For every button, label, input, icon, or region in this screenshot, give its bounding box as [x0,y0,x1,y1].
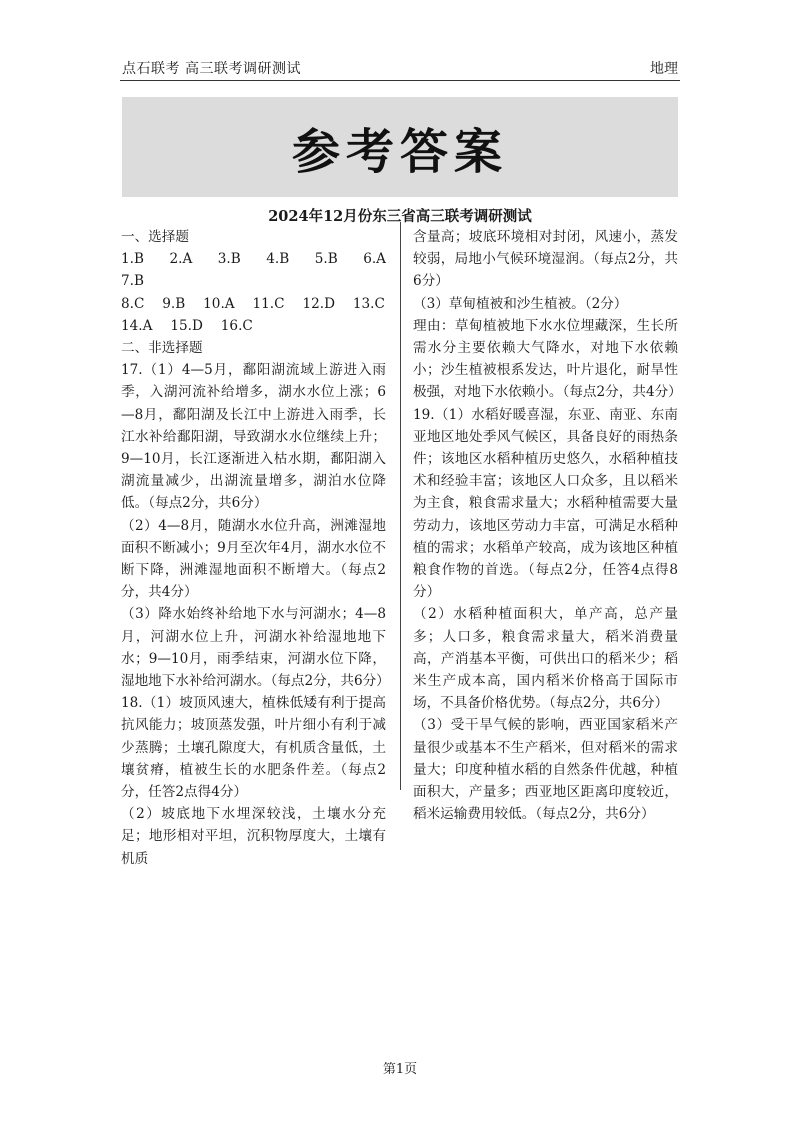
choice-answers-row-1: 1.B 2.A 3.B 4.B 5.B 6.A 7.B [121,251,404,290]
left-column [121,226,404,870]
title-banner [122,97,678,197]
answer-19-1: 19.（1）水稻好暖喜湿，东亚、南亚、东南亚地区地处季风气候区，具备良好的雨热条件；该地区水稻种植历史悠久，水稻种植技术和经验丰富；该地区人口众多，且以稻米为主食，粮食需求量大；水稻种植需要大量劳动力，该地区劳动力丰富，可满足水稻种植的需求；水稻单产较高，成为该地区种植粮食作物的首选。（每点2分，任答4点得8分） [413,406,678,601]
exam-subtitle: 2024年12月份东三省高三联考调研测试 [268,208,532,225]
answer-17-1: 17.（1）4—5月，鄱阳湖流域上游进入雨季，入湖河流补给增多，湖水水位上涨；6—8月，鄱阳湖及长江中上游进入雨季，长江水补给鄱阳湖，导致湖水水位继续上升；9—10月，长江逐渐进入枯水期，鄱阳湖入湖流量减少，出湖流量增多，湖泊水位降低。（每点2分，共6分） [121,362,386,512]
choice-answers-row-2: 8.C 9.B 10.A 11.C 12.D 13.C [121,295,385,312]
answer-19-3: （3）受干旱气候的影响，西亚国家稻米产量很少或基本不生产稻米，但对稻米的需求量大；印度种植水稻的自然条件优越，种植面积大，产量多；西亚地区距离印度较近，稻米运输费用较低。（每点2分，共6分） [413,717,678,823]
answer-18-1: 18.（1）坡顶风速大，植株低矮有利于提高抗风能力；坡顶蒸发强，叶片细小有利于减少蒸腾；土壤孔隙度大，有机质含量低，土壤贫瘠，植被生长的水肥条件差。（每点2分，任答2点得4分） [121,695,386,801]
page-number: 第1页 [382,1062,418,1077]
right-column [413,226,682,825]
page-title: 参考答案 [291,123,508,180]
header-divider [120,80,680,81]
answer-19-2: （2）水稻种植面积大，单产高，总产量多；人口多，粮食需求量大，稻米消费量高，产消基本平衡，可供出口的稻米少；稻米生产成本高，国内稻米价格高于国际市场，不具备价格优势。（每点2分，共6分） [413,606,678,712]
section-heading-choice: 一、选择题 [121,229,189,245]
answer-18-3: （3）草甸植被和沙生植被。（2分） [413,295,628,312]
answer-18-2-start: （2）坡底地下水埋深较浅，土壤水分充足；地形相对平坦，沉积物厚度大，土壤有机质 [121,806,386,867]
header-subject: 地理 [650,61,678,77]
choice-answers-row-3: 14.A 15.D 16.C [121,317,253,334]
answer-18-3-reason: 理由：草甸植被地下水水位埋藏深，生长所需水分主要依赖大气降水，对地下水依赖小；沙生植被根系发达，叶片退化，耐旱性极强，对地下水依赖小。（每点2分，共4分） [413,317,682,401]
answer-17-2: （2）4—8月，随湖水水位升高，洲滩湿地面积不断减小；9月至次年4月，湖水水位不断下降，洲滩湿地面积不断增大。（每点2分，共4分） [121,517,386,601]
section-heading-nonchoice: 二、非选择题 [121,340,203,357]
header-exam-name: 点石联考 高三联考调研测试 [122,61,301,77]
answer-17-3: （3）降水始终补给地下水与河湖水；4—8月，河湖水位上升，河湖水补给湿地地下水；9—10月，雨季结束，河湖水位下降，湿地地下水补给河湖水。（每点2分，共6分） [121,606,390,690]
column-divider [400,222,401,790]
answer-18-2-end: 含量高；坡底环境相对封闭，风速小，蒸发较弱，局地小气候环境湿润。（每点2分，共6分） [413,229,678,290]
